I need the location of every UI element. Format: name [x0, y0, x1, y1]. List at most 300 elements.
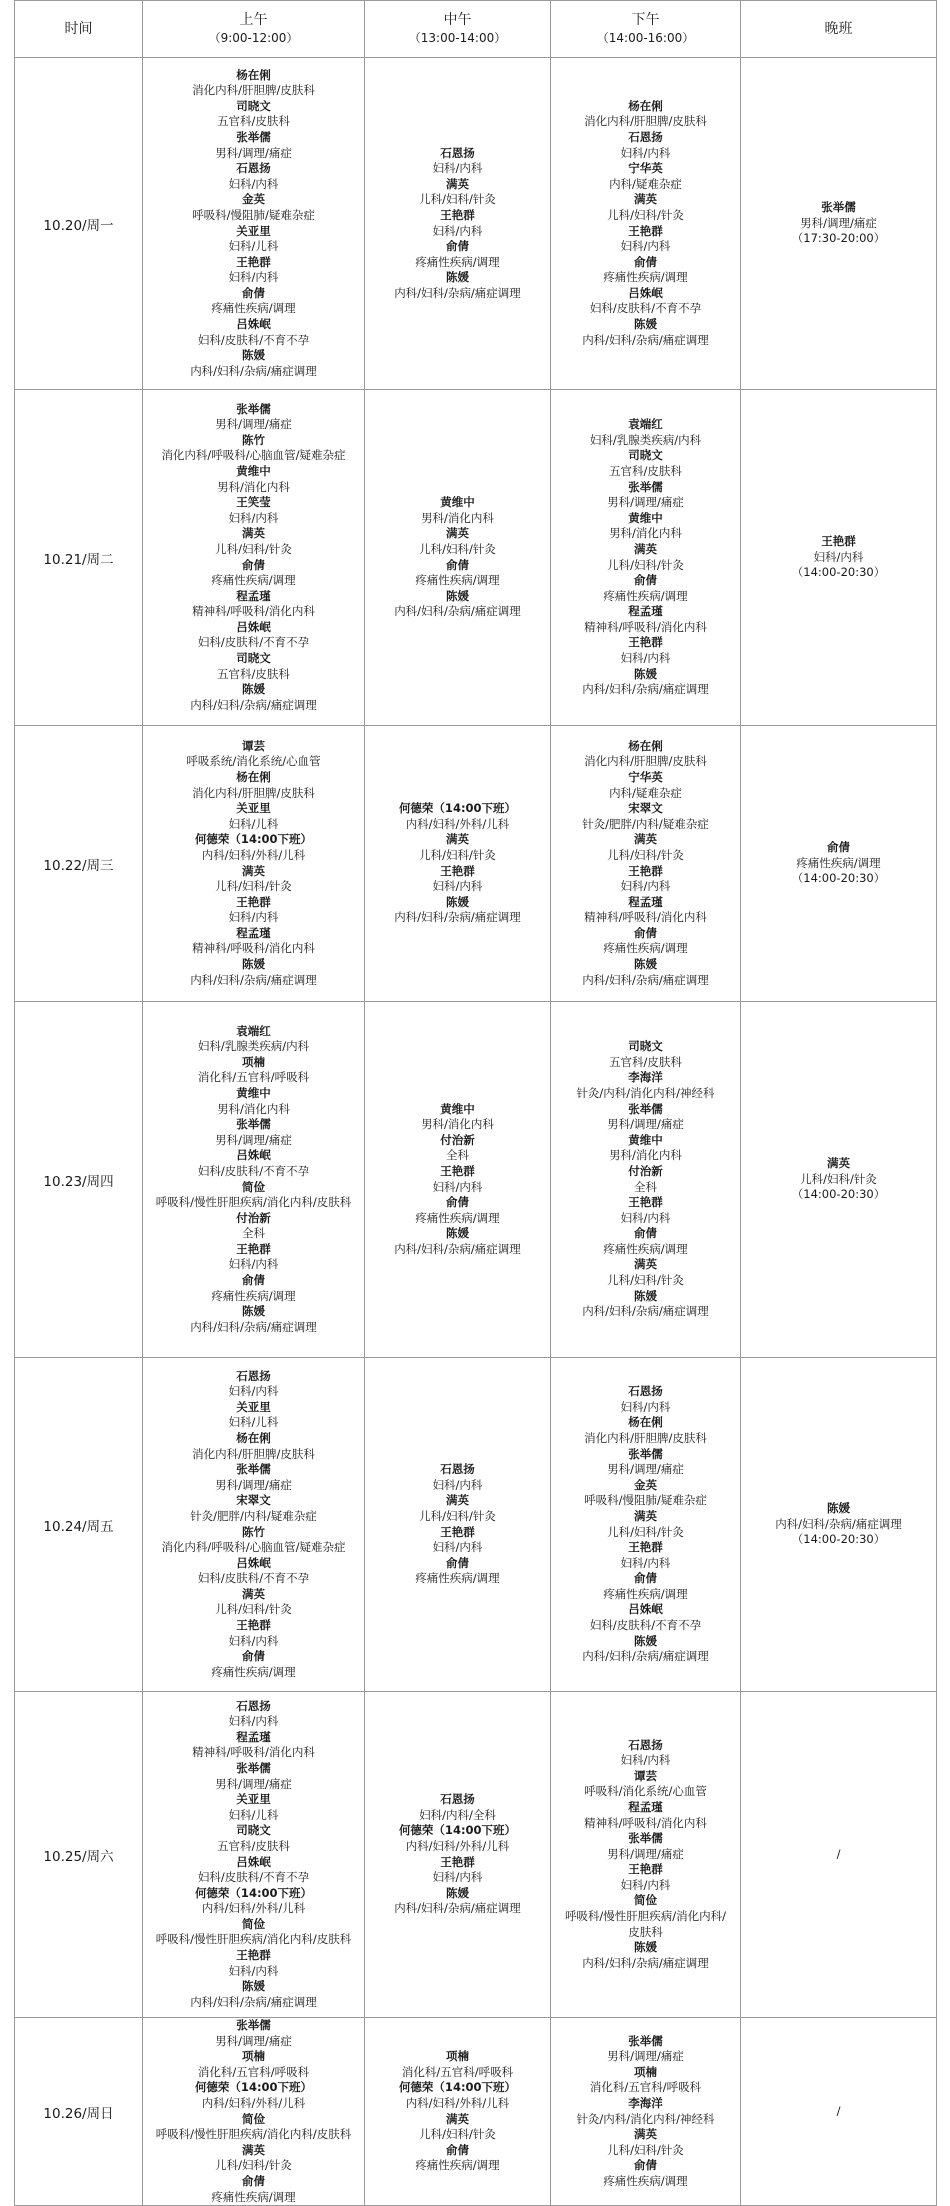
doctor-specialty: 妇科/内科: [228, 1257, 279, 1272]
doctor-entry: [365, 801, 550, 832]
doctor-entry: [551, 1039, 740, 1070]
doctor-specialty: 男科/调理/痛症: [607, 495, 684, 510]
doctor-name: 杨在俐: [236, 67, 271, 82]
doctor-specialty: 妇科/内科: [432, 223, 483, 238]
slot-am: [143, 1692, 365, 2018]
doctor-name: 张举儒: [236, 1462, 271, 1477]
doctor-name: 吕姝岷: [236, 1854, 271, 1869]
doctor-name: 俞倩: [634, 2158, 657, 2173]
doctor-entry: [365, 2080, 550, 2111]
doctor-name: 满英: [634, 1508, 657, 1523]
doctor-specialty: 儿科/妇科/针灸: [215, 2158, 292, 2173]
doctor-name: 满英: [242, 2142, 265, 2157]
doctor-entry: [143, 1886, 364, 1917]
doctor-name: 满英: [634, 541, 657, 556]
slot-noon: [365, 1002, 551, 1358]
doctor-specialty: 疼痛性疾病/调理: [211, 573, 296, 588]
day-row: [15, 390, 937, 726]
doctor-entry: [551, 224, 740, 255]
doctor-name: 何德荣（14:00下班）: [398, 1823, 517, 1838]
doctor-entry: [551, 770, 740, 801]
day-row: [15, 1692, 937, 2018]
doctor-specialty: 儿科/妇科/针灸: [607, 1524, 684, 1539]
doctor-specialty: 儿科/妇科/针灸: [419, 1508, 496, 1523]
doctor-entry: [551, 739, 740, 770]
slot-night: [741, 58, 937, 390]
doctor-entry: [143, 1431, 364, 1462]
doctor-name: 金英: [634, 1477, 657, 1492]
doctor-name: 陈媛: [634, 1940, 657, 1955]
doctor-specialty: 妇科/内科: [228, 510, 279, 525]
doctor-specialty: 男科/调理/痛症: [607, 1846, 684, 1861]
slot-pm: [551, 58, 741, 390]
doctor-specialty: 妇科/内科: [620, 239, 671, 254]
doctor-entry: [365, 895, 550, 926]
doctor-name: 李海洋: [628, 2095, 663, 2110]
doctor-specialty: 妇科/内科: [620, 1555, 671, 1570]
doctor-entry: [551, 1070, 740, 1101]
doctor-entry: [143, 1618, 364, 1649]
doctor-name: 张举儒: [628, 1831, 663, 1846]
doctor-name: 王艳群: [440, 1524, 475, 1539]
doctor-specialty: 男科/消化内科: [421, 1117, 494, 1132]
doctor-name: 石恩扬: [628, 1737, 663, 1752]
header-pm-label: 下午: [631, 12, 660, 28]
doctor-name: 杨在俐: [628, 738, 663, 753]
doctor-specialty: 消化内科/肝胆脾/皮肤科: [192, 83, 315, 98]
doctor-entry: [365, 558, 550, 589]
doctor-specialty: 消化科/五官科/呼吸科: [197, 2064, 310, 2079]
doctor-entry: [143, 348, 364, 379]
doctor-name: 王艳群: [628, 1195, 663, 1210]
doctor-entry: [365, 1556, 550, 1587]
doctor-name: 吕姝岷: [236, 317, 271, 332]
doctor-name: 满英: [634, 2127, 657, 2142]
slot-night: [741, 1358, 937, 1692]
doctor-name: 石恩扬: [628, 129, 663, 144]
doctor-name: 陈媛: [242, 957, 265, 972]
doctor-entry: [551, 926, 740, 957]
doctor-specialty: 呼吸科/慢性肝胆疾病/消化内科/皮肤科: [155, 1932, 352, 1947]
doctor-specialty: 儿科/妇科/针灸: [607, 847, 684, 862]
doctor-name: 吕姝岷: [628, 285, 663, 300]
header-night-label: 晚班: [824, 21, 853, 37]
doctor-specialty: 妇科/内科: [228, 910, 279, 925]
slot-night: [741, 1692, 937, 2018]
doctor-name: 何德荣（14:00下班）: [194, 2080, 313, 2095]
doctor-entry: [143, 1699, 364, 1730]
doctor-specialty: 妇科/乳腺类疾病/内科: [197, 1039, 310, 1054]
slot-pm: [551, 1692, 741, 2018]
doctor-name: 张举儒: [236, 401, 271, 416]
doctor-name: 陈媛: [242, 1979, 265, 1994]
doctor-name: 满英: [242, 526, 265, 541]
doctor-specialty: 内科/妇科/杂病/痛症调理: [190, 972, 317, 987]
doctor-name: 陈竹: [242, 432, 265, 447]
doctor-specialty: 内科/妇科/杂病/痛症调理: [582, 682, 709, 697]
doctor-entry: [143, 1730, 364, 1761]
doctor-specialty: 疼痛性疾病/调理: [603, 2173, 688, 2188]
doctor-entry: [365, 495, 550, 526]
doctor-entry: [551, 2158, 740, 2189]
doctor-specialty: 精神科/呼吸科/消化内科: [584, 910, 707, 925]
doctor-name: 陈媛: [634, 1633, 657, 1648]
doctor-specialty: 全科: [634, 1179, 657, 1194]
doctor-name: 俞倩: [446, 557, 469, 572]
doctor-name: 程孟瑾: [236, 588, 271, 603]
doctor-entry: [551, 1195, 740, 1226]
doctor-entry: [143, 1086, 364, 1117]
slot-am: [143, 1002, 365, 1358]
doctor-name: 陈竹: [242, 1524, 265, 1539]
doctor-name: 满英: [446, 832, 469, 847]
schedule-body: [15, 58, 937, 2206]
doctor-specialty: 呼吸科/消化系统/心血管: [584, 1784, 707, 1799]
doctor-specialty: 男科/调理/痛症: [215, 1776, 292, 1791]
doctor-name: 陈媛: [242, 682, 265, 697]
day-label: 10.25/周六: [15, 1692, 143, 2018]
doctor-specialty: 疼痛性疾病/调理: [603, 1241, 688, 1256]
doctor-entry: [741, 1156, 936, 1203]
doctor-name: 王艳群: [440, 863, 475, 878]
doctor-entry: [143, 1649, 364, 1680]
doctor-entry: [551, 1571, 740, 1602]
doctor-specialty: 五官科/皮肤科: [609, 1054, 682, 1069]
doctor-specialty: 精神科/呼吸科/消化内科: [192, 1745, 315, 1760]
doctor-entry: [143, 864, 364, 895]
doctor-name: 满英: [242, 1586, 265, 1601]
doctor-name: 关亚里: [236, 223, 271, 238]
doctor-name: 满英: [634, 192, 657, 207]
doctor-entry: [551, 161, 740, 192]
doctor-entry: [143, 1369, 364, 1400]
doctor-entry: [551, 1738, 740, 1769]
doctor-specialty: 全科: [242, 1226, 265, 1241]
slot-noon: [365, 1358, 551, 1692]
doctor-entry: [365, 2143, 550, 2174]
doctor-entry: [365, 589, 550, 620]
doctor-entry: [365, 270, 550, 301]
doctor-name: 张举儒: [236, 1117, 271, 1132]
doctor-specialty: 男科/调理/痛症: [607, 2049, 684, 2064]
doctor-entry: [365, 1164, 550, 1195]
doctor-specialty: 疼痛性疾病/调理: [603, 270, 688, 285]
doctor-specialty: 疼痛性疾病/调理: [603, 1586, 688, 1601]
doctor-entry: [365, 1792, 550, 1823]
doctor-name: 谭芸: [242, 738, 265, 753]
slot-am: [143, 58, 365, 390]
doctor-entry: [365, 146, 550, 177]
doctor-name: 满英: [242, 863, 265, 878]
day-row: [15, 58, 937, 390]
doctor-entry: [551, 417, 740, 448]
slot-noon: [365, 2018, 551, 2206]
doctor-entry: [551, 1831, 740, 1862]
doctor-specialty: 男科/调理/痛症: [215, 1477, 292, 1492]
doctor-name: 石恩扬: [236, 161, 271, 176]
doctor-name: 司晓文: [628, 448, 663, 463]
doctor-specialty: 内科/疑难杂症: [609, 176, 682, 191]
doctor-name: 张举儒: [236, 2018, 271, 2032]
doctor-entry: [551, 1540, 740, 1571]
doctor-specialty: 妇科/内科: [432, 1179, 483, 1194]
day-row: [15, 726, 937, 1002]
doctor-name: 吕姝岷: [236, 619, 271, 634]
doctor-entry: [551, 1102, 740, 1133]
doctor-name: 石恩扬: [440, 145, 475, 160]
doctor-specialty: 妇科/内科/全科: [419, 1807, 496, 1822]
doctor-entry: [143, 1493, 364, 1524]
doctor-name: 石恩扬: [236, 1368, 271, 1383]
doctor-specialty: 针灸/肥胖/内科/疑难杂症: [582, 816, 709, 831]
doctor-entry: [551, 1257, 740, 1288]
doctor-specialty: 疼痛性疾病/调理: [211, 1664, 296, 1679]
doctor-specialty: 疼痛性疾病/调理: [796, 855, 881, 870]
doctor-entry: [365, 208, 550, 239]
doctor-name: 俞倩: [242, 557, 265, 572]
doctor-entry: [551, 1769, 740, 1800]
day-label: 10.20/周一: [15, 58, 143, 390]
doctor-name: 俞倩: [446, 1555, 469, 1570]
doctor-entry: [551, 1634, 740, 1665]
day-row: [15, 1358, 937, 1692]
doctor-name: 王艳群: [628, 223, 663, 238]
doctor-name: 满英: [446, 526, 469, 541]
doctor-name: 张举儒: [821, 200, 856, 215]
doctor-name: 吕姝岷: [628, 1602, 663, 1617]
doctor-name: 陈媛: [446, 588, 469, 603]
doctor-name: 陈媛: [634, 317, 657, 332]
doctor-entry: [143, 801, 364, 832]
doctor-entry: [143, 130, 364, 161]
doctor-entry: [741, 200, 936, 247]
header-noon-time: （13:00-14:00）: [408, 31, 507, 45]
doctor-entry: [143, 192, 364, 223]
doctor-name: 司晓文: [236, 98, 271, 113]
doctor-name: 宋翠文: [628, 801, 663, 816]
doctor-name: 袁端红: [236, 1023, 271, 1038]
doctor-specialty: 内科/疑难杂症: [609, 785, 682, 800]
doctor-specialty: 五官科/皮肤科: [217, 114, 290, 129]
doctor-specialty: 妇科/皮肤科/不育不孕: [197, 1870, 310, 1885]
doctor-name: 黄维中: [236, 1085, 271, 1100]
doctor-specialty: 疼痛性疾病/调理: [415, 254, 500, 269]
doctor-name: 宋翠文: [236, 1493, 271, 1508]
doctor-entry: [143, 1761, 364, 1792]
doctor-entry: [551, 1478, 740, 1509]
doctor-entry: [143, 1979, 364, 2010]
doctor-specialty: 男科/消化内科: [217, 479, 290, 494]
doctor-specialty: 妇科/内科: [620, 1399, 671, 1414]
doctor-entry: [551, 2034, 740, 2065]
doctor-name: 程孟瑾: [628, 894, 663, 909]
header-noon: [365, 1, 551, 58]
doctor-specialty: 疼痛性疾病/调理: [415, 1571, 500, 1586]
doctor-entry: [365, 2049, 550, 2080]
doctor-entry: [551, 286, 740, 317]
shift-hours: （14:00-20:30）: [791, 565, 886, 580]
doctor-specialty: 消化内科/呼吸科/心脑血管/疑难杂症: [161, 1540, 346, 1555]
doctor-name: 黄维中: [628, 510, 663, 525]
doctor-specialty: 呼吸科/慢性肝胆疾病/消化内科/皮肤科: [155, 1195, 352, 1210]
day-label: 10.24/周五: [15, 1358, 143, 1692]
doctor-name: 司晓文: [628, 1039, 663, 1054]
doctor-entry: [143, 1462, 364, 1493]
doctor-entry: [143, 739, 364, 770]
doctor-specialty: 儿科/妇科/针灸: [215, 541, 292, 556]
schedule-table: [14, 0, 937, 2206]
doctor-specialty: 疼痛性疾病/调理: [211, 301, 296, 316]
doctor-specialty: 妇科/皮肤科/不育不孕: [197, 635, 310, 650]
doctor-name: 张举儒: [628, 1446, 663, 1461]
doctor-entry: [551, 635, 740, 666]
doctor-name: 程孟瑾: [628, 604, 663, 619]
doctor-name: 关亚里: [236, 1792, 271, 1807]
doctor-specialty: 消化内科/肝胆脾/皮肤科: [584, 114, 707, 129]
doctor-entry: [143, 895, 364, 926]
doctor-specialty: 消化内科/肝胆脾/皮肤科: [584, 1430, 707, 1445]
doctor-name: 袁端红: [628, 417, 663, 432]
doctor-name: 关亚里: [236, 1399, 271, 1414]
doctor-entry: [143, 1855, 364, 1886]
doctor-entry: [143, 926, 364, 957]
shift-hours: （14:00-20:30）: [791, 871, 886, 886]
doctor-entry: [365, 239, 550, 270]
doctor-name: 黄维中: [628, 1132, 663, 1147]
doctor-entry: [551, 1862, 740, 1893]
header-noon-label: 中午: [443, 12, 472, 28]
slot-noon: [365, 58, 551, 390]
doctor-name: 杨在俐: [628, 1415, 663, 1430]
doctor-specialty: 消化科/五官科/呼吸科: [589, 2080, 702, 2095]
doctor-name: 张举儒: [628, 1101, 663, 1116]
doctor-entry: [143, 1211, 364, 1242]
doctor-entry: [365, 1525, 550, 1556]
doctor-entry: [143, 526, 364, 557]
doctor-entry: [143, 589, 364, 620]
doctor-entry: [143, 68, 364, 99]
doctor-specialty: 儿科/妇科/针灸: [607, 557, 684, 572]
doctor-entry: [143, 1587, 364, 1618]
doctor-specialty: 疼痛性疾病/调理: [415, 573, 500, 588]
doctor-name: 王艳群: [236, 1241, 271, 1256]
doctor-name: 陈媛: [446, 1885, 469, 1900]
doctor-name: 黄维中: [440, 1101, 475, 1116]
doctor-specialty: 妇科/内科: [228, 1963, 279, 1978]
doctor-name: 满英: [446, 2111, 469, 2126]
doctor-entry: [143, 286, 364, 317]
doctor-name: 王艳群: [236, 1618, 271, 1633]
doctor-name: 张举儒: [236, 129, 271, 144]
doctor-entry: [551, 604, 740, 635]
doctor-name: 程孟瑾: [236, 1729, 271, 1744]
doctor-name: 满英: [634, 832, 657, 847]
doctor-specialty: 内科/妇科/杂病/痛症调理: [582, 332, 709, 347]
doctor-specialty: 消化内科/肝胆脾/皮肤科: [192, 785, 315, 800]
no-shift-mark: /: [836, 2103, 841, 2118]
doctor-name: 关亚里: [236, 801, 271, 816]
day-row: [15, 2018, 937, 2206]
doctor-entry: [143, 433, 364, 464]
doctor-name: 俞倩: [634, 1571, 657, 1586]
doctor-specialty: 妇科/内科: [432, 161, 483, 176]
doctor-specialty: 内科/妇科/外科/儿科: [405, 2095, 510, 2110]
doctor-specialty: 内科/妇科/杂病/痛症调理: [190, 697, 317, 712]
header-row: [15, 1, 937, 58]
doctor-entry: [143, 1055, 364, 1086]
doctor-entry: [143, 2174, 364, 2205]
day-row: [15, 1002, 937, 1358]
doctor-specialty: 精神科/呼吸科/消化内科: [584, 619, 707, 634]
doctor-specialty: 内科/妇科/杂病/痛症调理: [190, 1319, 317, 1334]
doctor-entry: [551, 667, 740, 698]
doctor-entry: [143, 464, 364, 495]
doctor-entry: [143, 2143, 364, 2174]
doctor-name: 杨在俐: [236, 769, 271, 784]
doctor-specialty: 妇科/内科: [620, 1877, 671, 1892]
doctor-specialty: 呼吸科/慢性肝胆疾病/消化内科/皮肤科: [155, 2127, 352, 2142]
doctor-specialty: 儿科/妇科/针灸: [215, 1602, 292, 1617]
doctor-name: 黄维中: [236, 463, 271, 478]
doctor-name: 陈媛: [446, 270, 469, 285]
doctor-name: 张举儒: [236, 1760, 271, 1775]
doctor-name: 俞倩: [827, 840, 850, 855]
doctor-entry: [551, 2096, 740, 2127]
doctor-name: 石恩扬: [628, 1384, 663, 1399]
doctor-name: 王艳群: [821, 534, 856, 549]
doctor-specialty: 妇科/皮肤科/不育不孕: [197, 332, 310, 347]
doctor-name: 谭芸: [634, 1768, 657, 1783]
doctor-specialty-cont: 皮肤科: [628, 1924, 663, 1939]
doctor-specialty: 精神科/呼吸科/消化内科: [192, 604, 315, 619]
doctor-name: 满英: [446, 176, 469, 191]
doctor-specialty: 妇科/内科: [620, 879, 671, 894]
doctor-specialty: 男科/调理/痛症: [607, 1117, 684, 1132]
doctor-entry: [551, 192, 740, 223]
doctor-entry: [143, 1948, 364, 1979]
doctor-name: 宁华英: [628, 769, 663, 784]
doctor-name: 张举儒: [628, 2033, 663, 2048]
doctor-specialty: 消化科/五官科/呼吸科: [401, 2064, 514, 2079]
doctor-specialty: 妇科/内科: [228, 270, 279, 285]
doctor-specialty: 精神科/呼吸科/消化内科: [584, 1815, 707, 1830]
doctor-entry: [551, 542, 740, 573]
doctor-entry: [551, 1509, 740, 1540]
doctor-specialty: 男科/消化内科: [421, 510, 494, 525]
doctor-entry: [551, 99, 740, 130]
doctor-specialty: 妇科/内科: [228, 1714, 279, 1729]
slot-pm: [551, 1358, 741, 1692]
doctor-specialty: 男科/消化内科: [609, 526, 682, 541]
doctor-name: 项楠: [242, 1054, 265, 1069]
doctor-entry: [365, 832, 550, 863]
doctor-name: 陈媛: [242, 1304, 265, 1319]
doctor-entry: [551, 1164, 740, 1195]
doctor-entry: [741, 534, 936, 581]
doctor-specialty: 五官科/皮肤科: [609, 463, 682, 478]
doctor-specialty: 疼痛性疾病/调理: [603, 941, 688, 956]
doctor-entry: [551, 1415, 740, 1446]
doctor-specialty: 内科/妇科/杂病/痛症调理: [582, 1649, 709, 1664]
doctor-specialty: 儿科/妇科/针灸: [215, 879, 292, 894]
doctor-entry: [143, 495, 364, 526]
doctor-specialty: 妇科/内科: [813, 549, 864, 564]
doctor-entry: [143, 99, 364, 130]
doctor-entry: [551, 448, 740, 479]
doctor-name: 俞倩: [634, 573, 657, 588]
doctor-entry: [551, 1800, 740, 1831]
doctor-entry: [551, 1602, 740, 1633]
